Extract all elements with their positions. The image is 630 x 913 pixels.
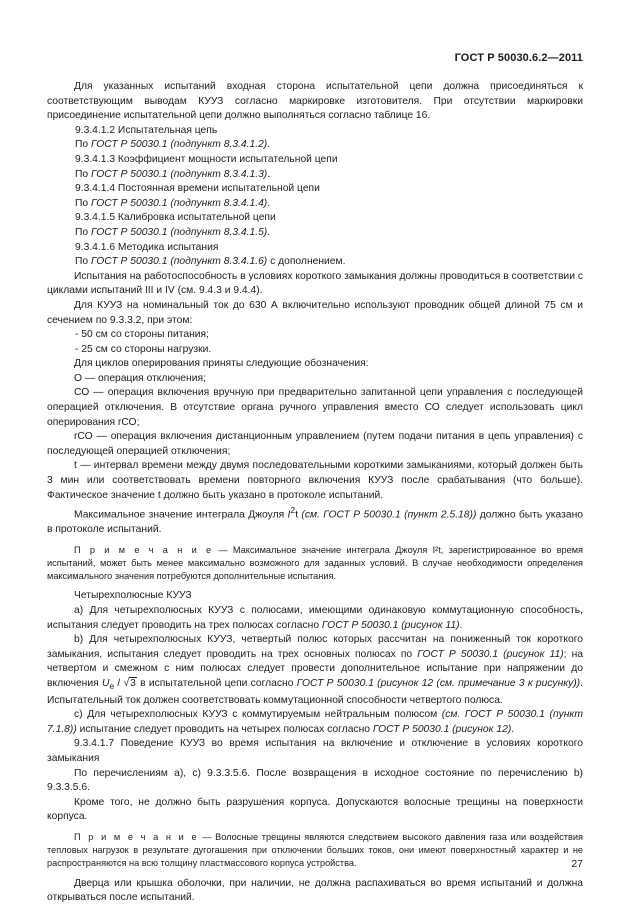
page-body	[47, 80, 583, 906]
conductor-item: - 25 см со стороны нагрузки.	[75, 343, 212, 355]
paragraph-a: а) Для четырехполюсных КУУЗ с полюсами, имеющими одинаковую коммутационную способность, испытания следует проводить на трех полюсах согласно ГОСТ Р 50030.1 (рисунок 11).	[47, 605, 583, 631]
housing-paragraph: Кроме того, не должно быть разрушения корпуса. Допускаются волосные трещины на поверхности корпуса.	[47, 796, 583, 823]
subsection-title: 9.3.4.1.3 Коэффициент мощности испытательной цепи	[75, 153, 338, 165]
subsection-ref: По ГОСТ Р 50030.1 (подпункт 8.3.4.1.2).	[75, 139, 271, 151]
subsection-list	[47, 124, 583, 270]
paragraph-b: b) Для четырехполюсных КУУЗ, четвертый полюс которых рассчитан на пониженный ток короткого замыкания, испытания следует проводить на трех основных полюсах по ГОСТ Р 50030.1 (рисунок 11); на четвертом и смежном с ним полюсах следует провести дополнительное испытание при напряжении до включения $U_e / √3$ в испытательной цепи согласно ГОСТ Р 50030.1 (рисунок 12 (см. примечание 3 к рисунку)). Испытательный ток должен соответствовать коммутационной способности четвертого полюса.	[47, 634, 583, 706]
subsection-ref: По ГОСТ Р 50030.1 (подпункт 8.3.4.1.6) с дополнением.	[75, 256, 346, 268]
designation-co: СО — операция включения вручную при предварительно запитанной цепи управления с последующей операцией отключения. В отсутствие органа ручного управления вместо СО следует использовать цикл оперирования rСО;	[47, 387, 583, 428]
designation-o: О — операция отключения;	[74, 372, 206, 384]
note-joule: П р и м е ч а н и е — Максимальное значение интеграла Джоуля I²t, зарегистрированное во время испытаний, может быть менее максимально возможного для заданных условий. В случае необходимости определения максимального значения потребуются дополнительные испытания.	[47, 544, 583, 582]
subsection-ref: По ГОСТ Р 50030.1 (подпункт 8.3.4.1.5).	[75, 226, 271, 238]
tests-paragraph: Испытания на работоспособность в условиях короткого замыкания должны проводиться в соответствии с циклами испытаний III и IV (см. 9.4.3 и 9.4.4).	[47, 270, 583, 297]
page-number: 27	[571, 858, 583, 870]
joule-integral-paragraph: Максимальное значение интеграла Джоуля $I^2t$ (см. ГОСТ Р 50030.1 (пункт 2.5.18)) должно быть указано в протоколе испытаний.	[47, 505, 583, 536]
subsection-title: 9.3.4.1.6 Методика испытания	[75, 241, 219, 253]
designations-intro: Для циклов оперирования приняты следующие обозначения:	[74, 358, 369, 370]
conductor-item: - 50 см со стороны питания;	[75, 329, 209, 341]
standard-header: ГОСТ Р 50030.6.2—2011	[454, 52, 583, 64]
door-cover-paragraph: Дверца или крышка оболочки, при наличии, не должна распахиваться во время испытаний и должна открываться после испытаний.	[47, 877, 583, 904]
designation-rco: rСО — операция включения дистанционным управлением (путем подачи питания в цепь управления) с последующей операцией отключения;	[47, 431, 583, 457]
note-hairline-cracks: П р и м е ч а н и е — Волосные трещины являются следствием высокого давления газа или воздействия тепловых нагрузок в результате дугогашения при отключении больших токов, они имеют поверхностный характер и не распространяются на всю толщину пластмассового корпуса устройства.	[47, 831, 583, 869]
conductor-paragraph: Для КУУЗ на номинальный ток до 630 А включительно используют проводник общей длиной 75 см и сечением по 9.3.3.2, при этом:	[47, 299, 583, 326]
subsection-ref: По ГОСТ Р 50030.1 (подпункт 8.3.4.1.4).	[75, 197, 271, 209]
subsection-title: 9.3.4.1.4 Постоянная времени испытательной цепи	[75, 183, 320, 195]
paragraph-c: с) Для четырехполюсных КУУЗ с коммутируемым нейтральным полюсом (см. ГОСТ Р 50030.1 (пункт 7.1.8)) испытание следует проводить на четырех полюсах согласно ГОСТ Р 50030.1 (рисунок 12).	[47, 709, 583, 735]
subsection-9-3-4-1-7: 9.3.4.1.7 Поведение КУУЗ во время испытания на включение и отключение в условиях короткого замыкания	[47, 738, 583, 765]
designation-t: t — интервал времени между двумя последовательными короткими замыканиями, который должен быть 3 мин или соответствовать времени повторного включения КУУЗ после срабатывания (что больше). Фактическое значение t должно быть указано в протоколе испытаний.	[47, 460, 583, 501]
subsection-ref: По ГОСТ Р 50030.1 (подпункт 8.3.4.1.3).	[75, 168, 271, 180]
four-pole-heading: Четырехполюсные КУУЗ	[74, 590, 192, 602]
listing-paragraph: По перечислениям а), с) 9.3.3.5.6. После возвращения в исходное состояние по перечислению b) 9.3.3.5.6.	[47, 767, 583, 794]
intro-paragraph: Для указанных испытаний входная сторона испытательной цепи должна присоединяться к соответствующим выводам КУУЗ согласно маркировке изготовителя. При отсутствии маркировки присоединение испытательной цепи должно выполняться согласно таблице 16.	[47, 81, 583, 122]
subsection-title: 9.3.4.1.5 Калибровка испытательной цепи	[75, 212, 276, 224]
subsection-title: 9.3.4.1.2 Испытательная цепь	[75, 124, 218, 136]
